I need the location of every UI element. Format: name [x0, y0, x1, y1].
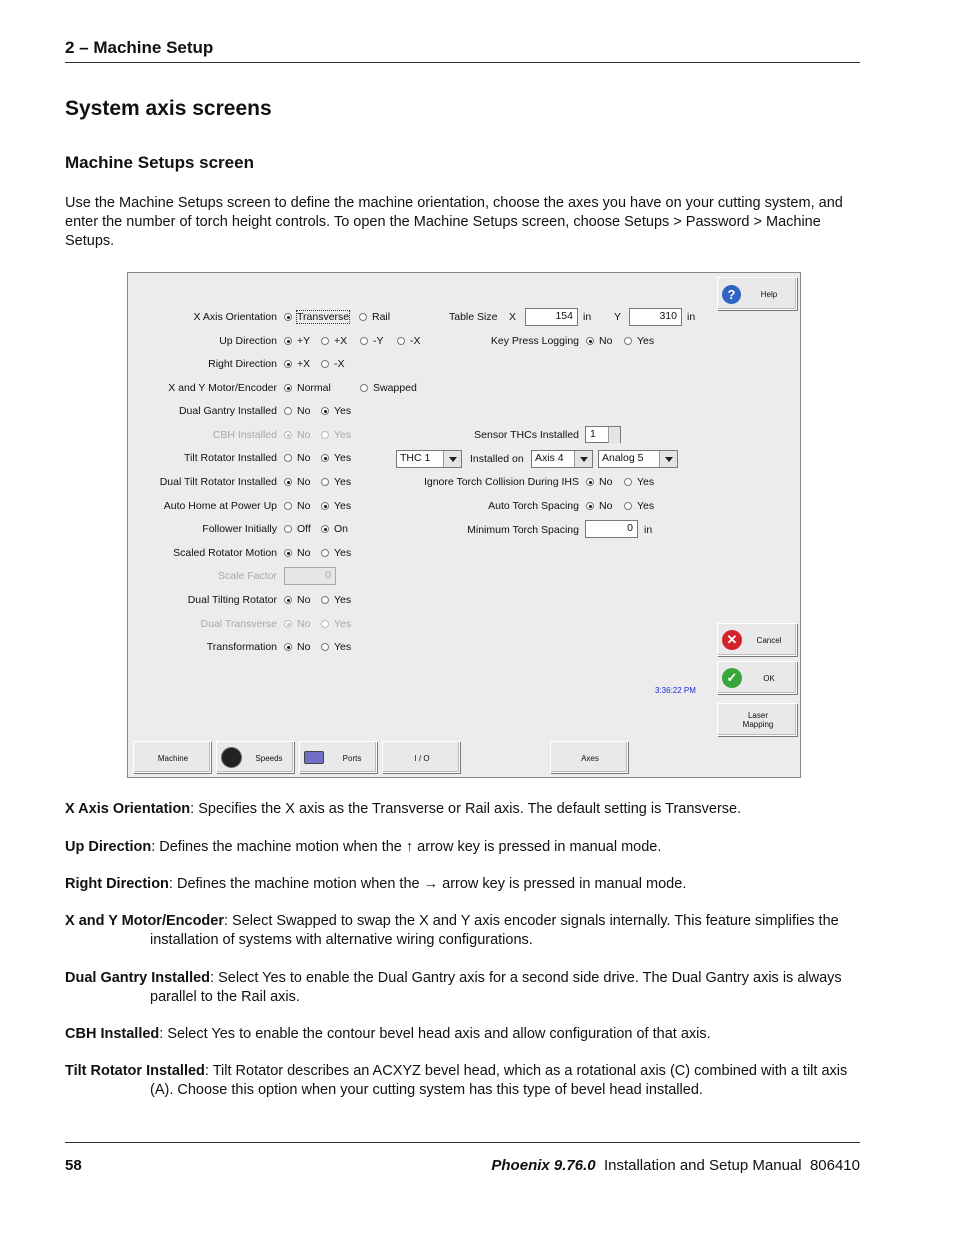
sensor-thcs-spinner[interactable]: 1	[585, 426, 621, 443]
cancel-button[interactable]: ✕ Cancel	[717, 623, 797, 656]
table-size-x-input[interactable]: 154	[525, 308, 578, 326]
setting-radio-option[interactable]: Swapped	[360, 382, 417, 394]
setting-radio-option[interactable]: Yes	[321, 405, 351, 417]
radio-icon	[321, 337, 329, 345]
setting-radio-option[interactable]: Transverse	[284, 311, 349, 323]
subsection-title: Machine Setups screen	[65, 153, 254, 172]
radio-icon	[284, 525, 292, 533]
footer-rule	[65, 1142, 860, 1143]
setting-radio-option[interactable]: No	[284, 547, 310, 559]
setting-label: Scaled Rotator Motion	[173, 547, 277, 559]
radio-icon	[321, 431, 329, 439]
definition-text: : Specifies the X axis as the Transverse or Rail axis. The default setting is Transverse.	[190, 801, 742, 817]
thc-select[interactable]: THC 1	[396, 450, 462, 468]
auto-torch-spacing-no[interactable]: No	[586, 500, 612, 512]
setting-radio-option[interactable]: +X	[284, 358, 310, 370]
table-size-x-unit: in	[583, 311, 592, 323]
radio-icon	[397, 337, 405, 345]
definition-term: Up Direction	[65, 839, 152, 855]
setting-label: Transformation	[206, 641, 277, 653]
setting-label: Follower Initially	[202, 523, 277, 535]
key-press-logging-yes[interactable]: Yes	[624, 335, 654, 347]
table-size-y-input[interactable]: 310	[629, 308, 682, 326]
setting-radio-option: Yes	[321, 429, 351, 441]
speedometer-icon	[221, 747, 242, 768]
radio-icon	[586, 502, 594, 510]
definition-item	[65, 838, 865, 857]
definition-item	[65, 800, 865, 819]
machine-tab-button[interactable]: Machine	[133, 741, 211, 773]
setting-radio-option[interactable]: No	[284, 641, 310, 653]
setting-radio-option: No	[284, 618, 310, 630]
radio-icon	[321, 454, 329, 462]
definition-text: : Defines the machine motion when the → arrow key is pressed in manual mode.	[168, 876, 687, 892]
table-size-label: Table Size	[449, 311, 498, 323]
setting-label: Tilt Rotator Installed	[184, 452, 277, 464]
radio-icon	[284, 431, 292, 439]
laser-mapping-button[interactable]: Laser Mapping	[717, 703, 797, 736]
radio-icon	[360, 384, 368, 392]
radio-icon	[624, 502, 632, 510]
setting-radio-option[interactable]: +X	[321, 335, 347, 347]
radio-icon	[321, 478, 329, 486]
radio-icon	[321, 525, 329, 533]
radio-icon	[321, 407, 329, 415]
setting-radio-option[interactable]: Yes	[321, 641, 351, 653]
setting-radio-option[interactable]: Yes	[321, 500, 351, 512]
checkmark-icon: ✓	[722, 668, 742, 688]
min-torch-spacing-input[interactable]: 0	[585, 520, 638, 538]
radio-icon	[321, 596, 329, 604]
radio-icon	[586, 478, 594, 486]
radio-icon	[360, 337, 368, 345]
setting-radio-option[interactable]: Yes	[321, 547, 351, 559]
setting-radio-option[interactable]: No	[284, 405, 310, 417]
setting-label: Auto Home at Power Up	[163, 500, 277, 512]
radio-icon	[284, 549, 292, 557]
help-icon: ?	[722, 285, 741, 304]
setting-label: Dual Tilt Rotator Installed	[159, 476, 277, 488]
table-size-y-label: Y	[614, 311, 622, 323]
definition-item	[65, 969, 865, 1007]
definition-term: CBH Installed	[65, 1026, 160, 1042]
table-size-y-unit: in	[687, 311, 696, 323]
intro-paragraph: Use the Machine Setups screen to define the machine orientation, choose the axes you have on your cutting system, and enter the number of torch height controls. To open the Machine Setups screen, choose Setups > Password > Machine Setups.	[65, 195, 843, 249]
setting-radio-option[interactable]: No	[284, 594, 310, 606]
radio-icon	[284, 454, 292, 462]
definition-text: : Select Yes to enable the contour bevel head axis and allow configuration of that axis.	[159, 1026, 711, 1042]
speeds-tab-button[interactable]: Speeds	[216, 741, 294, 773]
spinner-arrows-icon[interactable]	[608, 427, 620, 443]
radio-icon	[624, 337, 632, 345]
radio-icon	[284, 643, 292, 651]
setting-radio-option[interactable]: Rail	[359, 311, 390, 323]
definition-text: : Select Swapped to swap the X and Y axis encoder signals internally. This feature simplifies the installation of systems with alternative wiring configurations.	[150, 913, 839, 948]
setting-label: Dual Transverse	[200, 618, 277, 630]
ignore-torch-collision-label: Ignore Torch Collision During IHS	[423, 476, 579, 488]
setting-radio-option[interactable]: No	[284, 452, 310, 464]
setting-radio-option[interactable]: -X	[321, 358, 345, 370]
help-button[interactable]: ? Help	[717, 277, 797, 310]
setting-label: CBH Installed	[212, 429, 277, 441]
definition-item	[65, 912, 865, 950]
setting-radio-option[interactable]: Normal	[284, 382, 331, 394]
machine-setups-screen	[127, 272, 801, 778]
definition-term: Right Direction	[65, 876, 169, 892]
setting-radio-option[interactable]: Yes	[321, 452, 351, 464]
sensor-thcs-label: Sensor THCs Installed	[474, 429, 579, 441]
setting-radio-option[interactable]: Yes	[321, 594, 351, 606]
footer-title: Phoenix 9.76.0 Installation and Setup Manual 806410	[491, 1157, 860, 1174]
table-size-x-label: X	[509, 311, 517, 323]
radio-icon	[284, 596, 292, 604]
radio-icon	[284, 360, 292, 368]
setting-label: Up Direction	[219, 335, 277, 347]
close-icon: ✕	[722, 630, 742, 650]
setting-radio-option[interactable]: Off	[284, 523, 311, 535]
auto-torch-spacing-yes[interactable]: Yes	[624, 500, 654, 512]
setting-radio-option[interactable]: No	[284, 476, 310, 488]
radio-icon	[321, 502, 329, 510]
axis-select[interactable]: Axis 4	[531, 450, 593, 468]
radio-icon	[321, 643, 329, 651]
definition-term: X Axis Orientation	[65, 801, 191, 817]
setting-radio-option[interactable]: +Y	[284, 335, 310, 347]
setting-label: Right Direction	[208, 358, 277, 370]
definition-term: X and Y Motor/Encoder	[65, 913, 224, 929]
radio-icon	[321, 360, 329, 368]
setting-radio-option: No	[284, 429, 310, 441]
chevron-down-icon	[659, 451, 677, 467]
ok-button[interactable]: ✓ OK	[717, 661, 797, 694]
setting-radio-option[interactable]: -Y	[360, 335, 384, 347]
setting-label: Scale Factor	[218, 570, 277, 582]
radio-icon	[284, 337, 292, 345]
definition-item	[65, 1062, 865, 1100]
definition-term: Dual Gantry Installed	[65, 970, 211, 986]
radio-icon	[284, 313, 292, 321]
radio-icon	[359, 313, 367, 321]
serial-port-icon	[304, 751, 324, 764]
chevron-down-icon	[443, 451, 461, 467]
radio-icon	[284, 502, 292, 510]
definition-item	[65, 1025, 865, 1044]
min-torch-spacing-label: Minimum Torch Spacing	[467, 524, 579, 536]
radio-icon	[284, 478, 292, 486]
chapter-header: 2 – Machine Setup	[65, 38, 214, 57]
definition-item	[65, 875, 865, 894]
definition-text: : Select Yes to enable the Dual Gantry axis for a second side drive. The Dual Gantry axis is always parallel to the Rail axis.	[150, 970, 842, 1005]
setting-radio-option[interactable]: Yes	[321, 476, 351, 488]
radio-icon	[586, 337, 594, 345]
ignore-torch-collision-no[interactable]: No	[586, 476, 612, 488]
setting-radio-option[interactable]: No	[284, 500, 310, 512]
definition-text: : Defines the machine motion when the ↑ arrow key is pressed in manual mode.	[151, 839, 662, 855]
setting-radio-option[interactable]: On	[321, 523, 348, 535]
analog-select[interactable]: Analog 5	[598, 450, 678, 468]
setting-label: X and Y Motor/Encoder	[168, 382, 277, 394]
radio-icon	[624, 478, 632, 486]
chevron-down-icon	[574, 451, 592, 467]
setting-label: Dual Gantry Installed	[178, 405, 277, 417]
definition-text: : Tilt Rotator describes an ACXYZ bevel head, which as a rotational axis (C) combined with a tilt axis (A). Choose this option when your cutting system has this type of bevel head installed.	[150, 1063, 848, 1098]
radio-icon	[284, 620, 292, 628]
key-press-logging-label: Key Press Logging	[490, 335, 579, 347]
installed-on-label: Installed on	[470, 453, 524, 465]
radio-icon	[321, 620, 329, 628]
io-tab-button[interactable]: I / O	[382, 741, 460, 773]
setting-radio-option: Yes	[321, 618, 351, 630]
page-number: 58	[65, 1157, 82, 1174]
header-rule	[65, 62, 860, 63]
ports-tab-button[interactable]: Ports	[299, 741, 377, 773]
ignore-torch-collision-yes[interactable]: Yes	[624, 476, 654, 488]
setting-label: X Axis Orientation	[193, 311, 277, 323]
radio-icon	[284, 407, 292, 415]
min-torch-spacing-unit: in	[644, 524, 653, 536]
radio-icon	[321, 549, 329, 557]
setting-radio-option[interactable]: -X	[397, 335, 421, 347]
definition-term: Tilt Rotator Installed	[65, 1063, 205, 1079]
auto-torch-spacing-label: Auto Torch Spacing	[488, 500, 579, 512]
radio-icon	[284, 384, 292, 392]
setting-label: Dual Tilting Rotator	[187, 594, 277, 606]
scale-factor-input: 0	[284, 567, 336, 585]
key-press-logging-no[interactable]: No	[586, 335, 612, 347]
axes-tab-button[interactable]: Axes	[550, 741, 628, 773]
clock-time: 3:36:22 PM	[655, 686, 696, 695]
section-title: System axis screens	[65, 97, 272, 120]
